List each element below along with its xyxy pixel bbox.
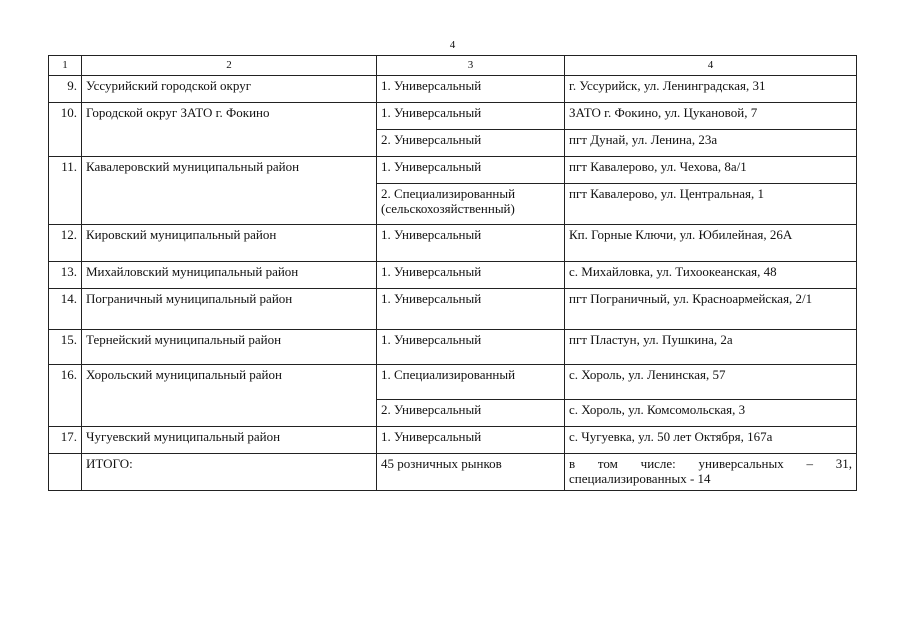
table-body: [49, 76, 857, 491]
market-address: пгт Пограничный, ул. Красноармейская, 2/1: [565, 289, 857, 330]
table-row: [49, 365, 857, 400]
district-name: Хорольский муниципальный район: [82, 365, 377, 427]
column-header-address: 4: [565, 56, 857, 76]
market-type: 1. Универсальный: [377, 157, 565, 184]
page-number: 4: [449, 39, 456, 51]
market-type: 1. Универсальный: [377, 262, 565, 289]
table-row: [49, 103, 857, 130]
market-address: с. Чугуевка, ул. 50 лет Октября, 167а: [565, 427, 857, 454]
table-row: [49, 225, 857, 262]
market-address: пгт Пластун, ул. Пушкина, 2а: [565, 330, 857, 365]
district-name: Кавалеровский муниципальный район: [82, 157, 377, 225]
total-number-cell: [49, 454, 82, 491]
market-address: пгт Дунай, ул. Ленина, 23а: [565, 130, 857, 157]
market-type: 1. Универсальный: [377, 289, 565, 330]
table-row: [49, 157, 857, 184]
table-header: [49, 56, 857, 76]
market-type: 1. Универсальный: [377, 76, 565, 103]
district-name: Пограничный муниципальный район: [82, 289, 377, 330]
row-number: 15.: [49, 330, 82, 365]
row-number: 9.: [49, 76, 82, 103]
table-row: [49, 76, 857, 103]
row-number: 16.: [49, 365, 82, 427]
market-type: 1. Специализированный: [377, 365, 565, 400]
table-row: [49, 330, 857, 365]
market-type: 1. Универсальный: [377, 103, 565, 130]
district-name: Михайловский муниципальный район: [82, 262, 377, 289]
market-address: с. Хороль, ул. Комсомольская, 3: [565, 400, 857, 427]
market-type: 2. Универсальный: [377, 130, 565, 157]
row-number: 17.: [49, 427, 82, 454]
market-address: г. Уссурийск, ул. Ленинградская, 31: [565, 76, 857, 103]
market-address: ЗАТО г. Фокино, ул. Цукановой, 7: [565, 103, 857, 130]
market-address: с. Хороль, ул. Ленинская, 57: [565, 365, 857, 400]
retail-markets-table: [48, 55, 857, 491]
column-header-district: 2: [82, 56, 377, 76]
market-address: пгт Кавалерово, ул. Чехова, 8а/1: [565, 157, 857, 184]
total-row: [49, 454, 857, 491]
market-address: пгт Кавалерово, ул. Центральная, 1: [565, 184, 857, 225]
market-type: 2. Универсальный: [377, 400, 565, 427]
row-number: 13.: [49, 262, 82, 289]
row-number: 10.: [49, 103, 82, 157]
district-name: Уссурийский городской округ: [82, 76, 377, 103]
market-type: 1. Универсальный: [377, 427, 565, 454]
table-row: [49, 427, 857, 454]
total-label: ИТОГО:: [82, 454, 377, 491]
table-row: [49, 262, 857, 289]
district-name: Городской округ ЗАТО г. Фокино: [82, 103, 377, 157]
district-name: Чугуевский муниципальный район: [82, 427, 377, 454]
market-type: 2. Специализированный (сельскохозяйственный): [377, 184, 565, 225]
row-number: 12.: [49, 225, 82, 262]
district-name: Тернейский муниципальный район: [82, 330, 377, 365]
total-breakdown: в том числе: универсальных – 31, специализированных - 14: [565, 454, 857, 491]
total-market-count: 45 розничных рынков: [377, 454, 565, 491]
market-address: Кп. Горные Ключи, ул. Юбилейная, 26А: [565, 225, 857, 262]
row-number: 14.: [49, 289, 82, 330]
row-number: 11.: [49, 157, 82, 225]
market-type: 1. Универсальный: [377, 225, 565, 262]
column-header-number: 1: [49, 56, 82, 76]
column-header-market-type: 3: [377, 56, 565, 76]
market-address: с. Михайловка, ул. Тихоокеанская, 48: [565, 262, 857, 289]
market-type: 1. Универсальный: [377, 330, 565, 365]
district-name: Кировский муниципальный район: [82, 225, 377, 262]
table-row: [49, 289, 857, 330]
